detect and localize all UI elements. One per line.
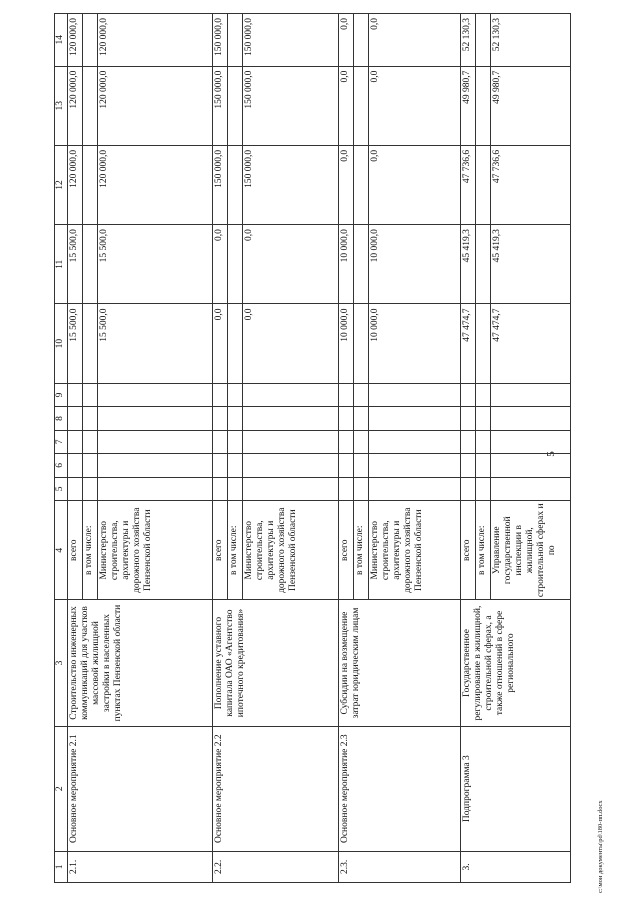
empty-cell [461,430,476,453]
empty-cell [83,477,98,500]
empty-cell [354,66,369,145]
empty-cell [228,477,243,500]
including-label: в том числе: [476,501,491,600]
empty-cell [491,454,571,477]
header-cell: 8 [55,407,68,430]
empty-cell [68,430,83,453]
executor-label: Министерство строительства, архитектуры и дорожного хозяйства Пензенской области [243,501,339,600]
empty-cell [243,383,339,406]
table-row-total [461,14,476,883]
empty-cell [228,145,243,224]
empty-cell [68,407,83,430]
empty-cell [461,454,476,477]
including-label: в том числе: [83,501,98,600]
value-cell: 49 980,7 [491,66,571,145]
value-cell: 120 000,0 [98,145,213,224]
empty-cell [228,383,243,406]
empty-cell [243,477,339,500]
value-cell: 150 000,0 [213,145,228,224]
empty-cell [339,383,354,406]
header-cell: 1 [55,851,68,882]
value-cell: 47 474,7 [461,304,476,383]
empty-cell [213,454,228,477]
empty-cell [369,383,461,406]
empty-cell [213,383,228,406]
empty-cell [354,304,369,383]
value-cell: 15 500,0 [68,304,83,383]
value-cell: 0,0 [369,145,461,224]
header-row [55,14,68,883]
value-cell: 0,0 [369,14,461,67]
empty-cell [228,407,243,430]
empty-cell [476,407,491,430]
empty-cell [68,454,83,477]
empty-cell [354,14,369,67]
empty-cell [476,145,491,224]
value-cell: 10 000,0 [369,225,461,304]
empty-cell [354,454,369,477]
empty-cell [369,454,461,477]
empty-cell [354,477,369,500]
row-name: Основное мероприятие 2.2 [213,726,339,851]
empty-cell [339,430,354,453]
empty-cell [83,304,98,383]
value-cell: 47 736,6 [491,145,571,224]
value-cell: 0,0 [213,225,228,304]
empty-cell [68,383,83,406]
row-name: Основное мероприятие 2.3 [339,726,461,851]
header-cell: 10 [55,304,68,383]
empty-cell [491,477,571,500]
empty-cell [369,407,461,430]
empty-cell [228,430,243,453]
including-label: в том числе: [228,501,243,600]
value-cell: 0,0 [339,145,354,224]
empty-cell [98,383,213,406]
empty-cell [491,407,571,430]
header-cell: 14 [55,14,68,67]
empty-cell [461,407,476,430]
value-cell: 47 474,7 [491,304,571,383]
value-cell: 120 000,0 [98,66,213,145]
row-name: Подпрограмма 3 [461,726,571,851]
empty-cell [476,454,491,477]
table-row-total [213,14,228,883]
empty-cell [98,454,213,477]
value-cell: 0,0 [243,304,339,383]
empty-cell [476,304,491,383]
empty-cell [243,407,339,430]
header-cell: 7 [55,430,68,453]
value-cell: 150 000,0 [243,14,339,67]
empty-cell [228,14,243,67]
header-cell: 9 [55,383,68,406]
empty-cell [83,66,98,145]
value-cell: 0,0 [339,66,354,145]
empty-cell [228,304,243,383]
row-name: Основное мероприятие 2.1 [68,726,213,851]
value-cell: 0,0 [213,304,228,383]
empty-cell [476,14,491,67]
executor-label: Министерство строительства, архитектуры и дорожного хозяйства Пензенской области [369,501,461,600]
empty-cell [461,477,476,500]
empty-cell [354,225,369,304]
empty-cell [228,66,243,145]
value-cell: 120 000,0 [68,145,83,224]
value-cell: 0,0 [369,66,461,145]
header-cell: 6 [55,454,68,477]
empty-cell [476,66,491,145]
header-cell: 3 [55,600,68,726]
value-cell: 49 980,7 [461,66,476,145]
value-cell: 150 000,0 [243,145,339,224]
header-cell: 12 [55,145,68,224]
table-row-total [339,14,354,883]
empty-cell [83,225,98,304]
header-cell: 4 [55,501,68,600]
value-cell: 47 736,6 [461,145,476,224]
row-description: Строительство инженерных коммуникаций для участков массовой жилищной застройки в населенных пунктах Пензенской области [68,600,213,726]
value-cell: 150 000,0 [213,66,228,145]
value-cell: 10 000,0 [339,225,354,304]
empty-cell [354,383,369,406]
empty-cell [339,477,354,500]
header-cell: 11 [55,225,68,304]
footer-file-path: c:\мои документы\pd\180-пп.docx [597,800,604,893]
empty-cell [213,430,228,453]
empty-cell [213,477,228,500]
row-description: Пополнение уставного капитала ОАО «Агентство ипотечного кредитования» [213,600,339,726]
total-label: всего [213,501,228,600]
empty-cell [243,430,339,453]
empty-cell [83,14,98,67]
empty-cell [476,430,491,453]
empty-cell [83,407,98,430]
empty-cell [68,477,83,500]
row-code: 2.1. [68,851,213,882]
empty-cell [461,383,476,406]
empty-cell [476,477,491,500]
empty-cell [491,383,571,406]
value-cell: 0,0 [339,14,354,67]
value-cell: 120 000,0 [98,14,213,67]
value-cell: 52 130,3 [461,14,476,67]
value-cell: 15 500,0 [98,225,213,304]
row-code: 3. [461,851,571,882]
header-cell: 13 [55,66,68,145]
value-cell: 15 500,0 [68,225,83,304]
empty-cell [369,477,461,500]
empty-cell [339,407,354,430]
empty-cell [354,145,369,224]
value-cell: 45 419,3 [461,225,476,304]
value-cell: 10 000,0 [339,304,354,383]
empty-cell [243,454,339,477]
empty-cell [83,145,98,224]
empty-cell [228,454,243,477]
value-cell: 120 000,0 [68,66,83,145]
budget-table [54,13,571,883]
row-code: 2.3. [339,851,461,882]
empty-cell [83,454,98,477]
empty-cell [98,477,213,500]
row-description: Субсидии на возмещение затрат юридическим лицам [339,600,461,726]
table-row-total [68,14,83,883]
row-description: Государственное регулирование в жилищной, строительной сферах, а также отношений в сфере регионального [461,600,571,726]
empty-cell [476,383,491,406]
empty-cell [98,430,213,453]
including-label: в том числе: [354,501,369,600]
executor-label: Управление государственной инспекции в жилищной, строительной сферах и по [491,501,571,600]
value-cell: 52 130,3 [491,14,571,67]
empty-cell [491,430,571,453]
value-cell: 0,0 [243,225,339,304]
empty-cell [83,430,98,453]
value-cell: 45 419,3 [491,225,571,304]
value-cell: 150 000,0 [243,66,339,145]
empty-cell [339,454,354,477]
value-cell: 15 500,0 [98,304,213,383]
empty-cell [354,430,369,453]
value-cell: 150 000,0 [213,14,228,67]
empty-cell [476,225,491,304]
rotated-page [54,13,557,883]
empty-cell [354,407,369,430]
executor-label: Министерство строительства, архитектуры и дорожного хозяйства Пензенской области [98,501,213,600]
header-cell: 5 [55,477,68,500]
page-number: 5 [544,451,557,457]
header-cell: 2 [55,726,68,851]
total-label: всего [339,501,354,600]
empty-cell [83,383,98,406]
empty-cell [228,225,243,304]
value-cell: 10 000,0 [369,304,461,383]
empty-cell [98,407,213,430]
empty-cell [213,407,228,430]
total-label: всего [68,501,83,600]
row-code: 2.2. [213,851,339,882]
empty-cell [369,430,461,453]
value-cell: 120 000,0 [68,14,83,67]
total-label: всего [461,501,476,600]
